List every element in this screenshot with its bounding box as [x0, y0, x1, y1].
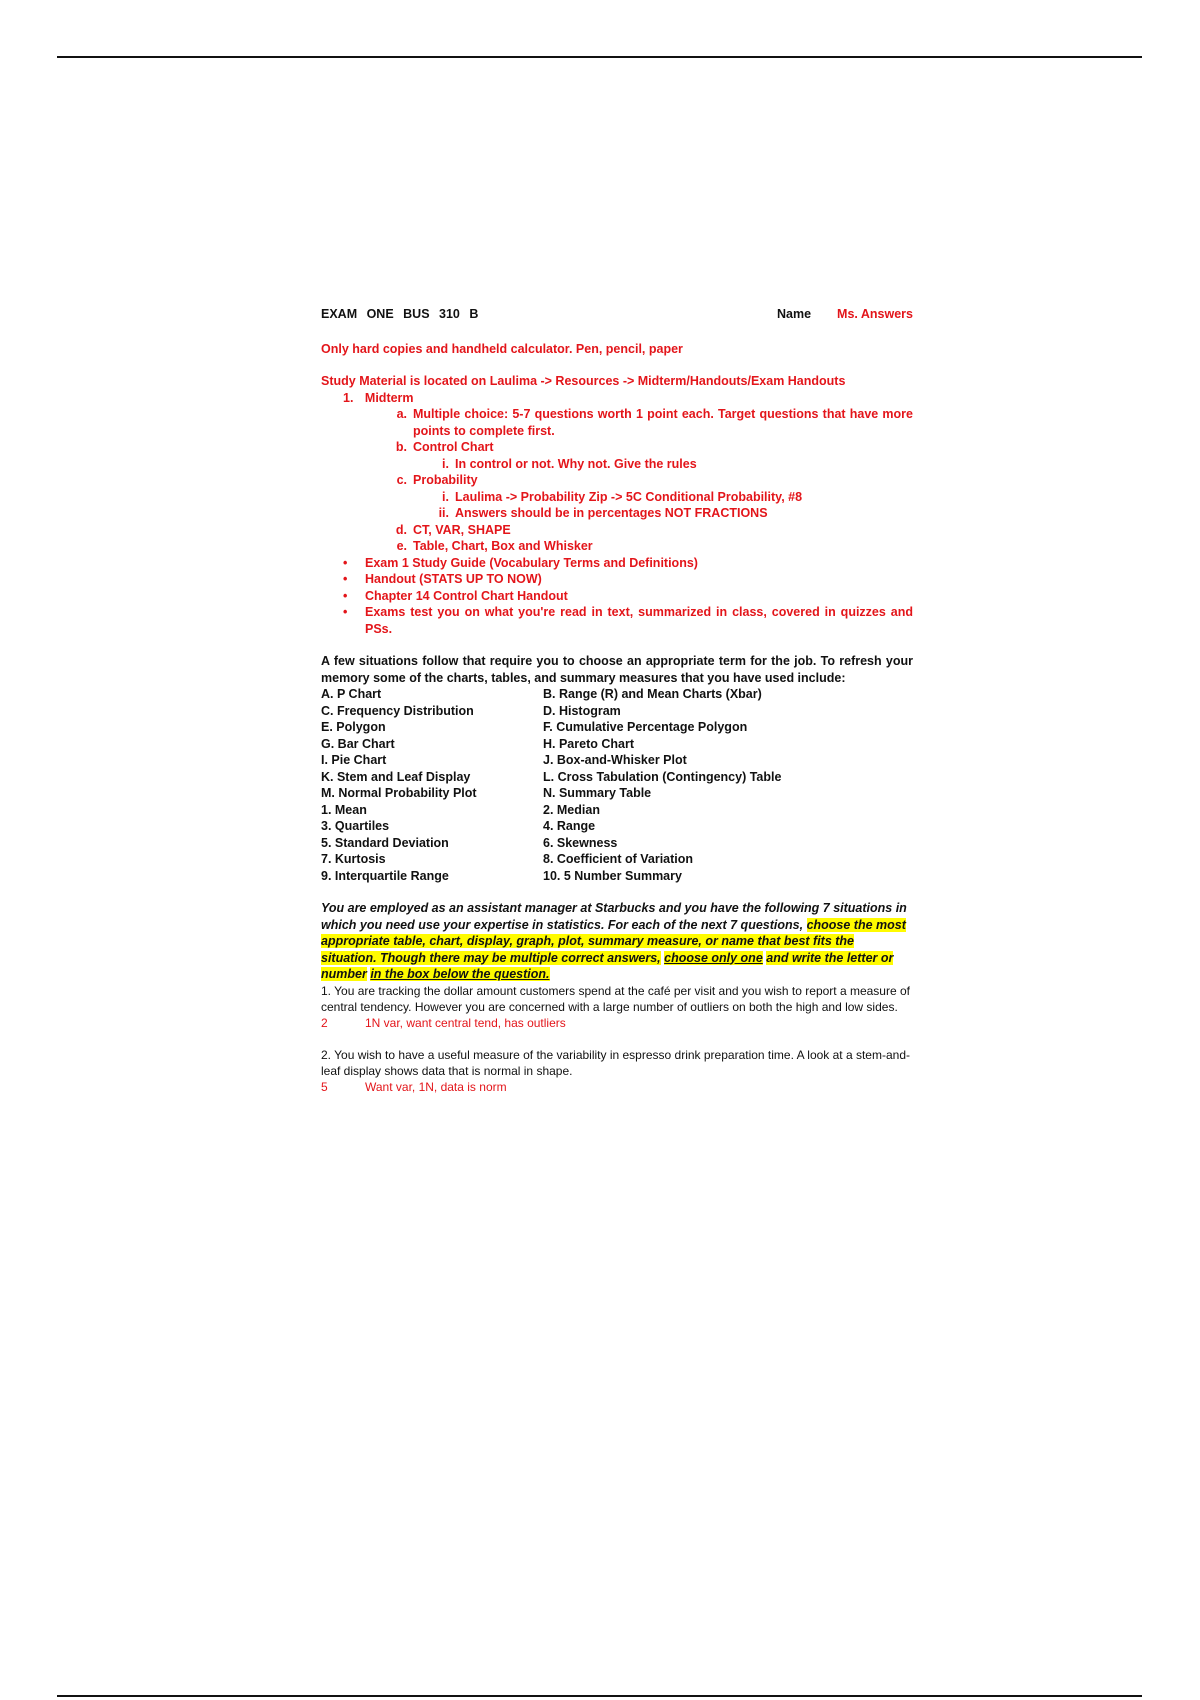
bullet-text: Exams test you on what you're read in text, summarized in class, covered in quizzes and PSs.	[365, 605, 913, 636]
exam-title: EXAM ONE BUS 310 B	[321, 307, 479, 321]
study-outline	[321, 390, 913, 638]
bullet-item	[321, 604, 913, 637]
outline-item-b-i	[321, 456, 913, 473]
outline-text: Answers should be in percentages NOT FRACTIONS	[455, 506, 768, 520]
bullet-icon: •	[343, 555, 348, 570]
term-item: K. Stem and Leaf Display	[321, 769, 471, 784]
document-page	[256, 258, 976, 1208]
outline-item-c	[321, 472, 913, 489]
term-item: A. P Chart	[321, 687, 382, 701]
spacer	[321, 884, 913, 900]
terms-intro: A few situations follow that require you to choose an appropriate term for the job. To refresh your memory some of the charts, tables, and summary measures that you have used include:	[321, 654, 913, 685]
term-item: 4. Range	[543, 819, 596, 833]
bullet-icon: •	[343, 572, 348, 586]
answer-note: 1N var, want central tend, has outliers	[365, 1015, 566, 1030]
term-item: F. Cumulative Percentage Polygon	[543, 720, 748, 734]
term-item: 10. 5 Number Summary	[543, 868, 682, 883]
outline-text: Probability	[413, 473, 478, 487]
outline-mark: i.	[442, 456, 449, 471]
term-item: E. Polygon	[321, 720, 386, 734]
question-answer	[321, 1079, 913, 1096]
outline-item-midterm	[321, 390, 913, 407]
instructions-highlight-underlined: choose only one	[664, 950, 763, 965]
term-item: C. Frequency Distribution	[321, 703, 474, 718]
bullet-icon: •	[343, 588, 348, 603]
term-item: I. Pie Chart	[321, 753, 387, 767]
bullet-text: Exam 1 Study Guide (Vocabulary Terms and Definitions)	[365, 555, 698, 570]
term-item: L. Cross Tabulation (Contingency) Table	[543, 769, 782, 784]
term-item: H. Pareto Chart	[543, 736, 634, 751]
instructions-highlight: choose the most appropriate table, chart, display, graph, plot, summary measure, or name that best fits the situation. Though there may be multiple correct answers,	[321, 917, 906, 965]
instructions-highlight-underlined: in the box below the question.	[370, 967, 550, 981]
spacer	[321, 357, 913, 373]
study-material: Study Material is located on Laulima -> Resources -> Midterm/Handouts/Exam Handouts	[321, 374, 846, 388]
answer-note: Want var, 1N, data is norm	[365, 1080, 507, 1094]
exam-rules: Only hard copies and handheld calculator. Pen, pencil, paper	[321, 341, 683, 356]
term-item: J. Box-and-Whisker Plot	[543, 753, 687, 767]
bottom-rule	[57, 1695, 1142, 1697]
question-1	[321, 983, 913, 1032]
top-rule	[57, 56, 1142, 58]
question-2	[321, 1047, 913, 1096]
outline-mark: b.	[395, 440, 407, 454]
outline-mark: e.	[396, 539, 407, 553]
name-value: Ms. Answers	[837, 307, 913, 321]
instructions	[321, 900, 913, 983]
outline-text: CT, VAR, SHAPE	[413, 522, 511, 537]
outline-text: In control or not. Why not. Give the rules	[455, 456, 697, 471]
outline-item-a	[321, 406, 913, 439]
bullet-item	[321, 588, 913, 605]
outline-text: Multiple choice: 5-7 questions worth 1 point each. Target questions that have more points to complete first.	[413, 407, 913, 438]
term-item: 3. Quartiles	[321, 819, 390, 833]
bullet-item	[321, 555, 913, 572]
question-answer	[321, 1015, 913, 1032]
bullet-text: Chapter 14 Control Chart Handout	[365, 588, 568, 603]
outline-item-c-i	[321, 489, 913, 506]
term-item: N. Summary Table	[543, 786, 652, 800]
term-item: 8. Coefficient of Variation	[543, 852, 694, 866]
answer-value: 2	[321, 1015, 328, 1030]
term-item: G. Bar Chart	[321, 736, 395, 751]
spacer	[321, 637, 913, 653]
instructions-highlight: and write the letter or number	[321, 950, 894, 981]
outline-item-d	[321, 522, 913, 539]
outline-text: Laulima -> Probability Zip -> 5C Conditional Probability, #8	[455, 489, 803, 504]
term-item: 5. Standard Deviation	[321, 835, 449, 850]
document-content	[321, 306, 913, 1096]
question-text: 2. You wish to have a useful measure of the variability in espresso drink preparation time. A look at a stem-and-leaf display shows data that is normal in shape.	[321, 1048, 910, 1078]
term-item: 1. Mean	[321, 802, 367, 817]
answer-value: 5	[321, 1080, 328, 1094]
exam-header	[321, 306, 913, 323]
outline-text: Control Chart	[413, 440, 494, 454]
question-text: 1. You are tracking the dollar amount customers spend at the café per visit and you wish to report a measure of central tendency. However you are concerned with a large number of outliers on both the high and low sides.	[321, 983, 910, 1014]
outline-mark: i.	[442, 489, 449, 504]
term-item: 2. Median	[543, 802, 600, 817]
outline-mark: ii.	[438, 506, 449, 520]
outline-text: Table, Chart, Box and Whisker	[413, 539, 593, 553]
term-item: M. Normal Probability Plot	[321, 786, 477, 800]
term-item: B. Range (R) and Mean Charts (Xbar)	[543, 687, 762, 701]
outline-label: Midterm	[364, 390, 414, 405]
spacer	[321, 1031, 913, 1047]
name-label: Name	[777, 307, 812, 321]
outline-mark: c.	[396, 473, 407, 487]
term-item: 6. Skewness	[543, 835, 618, 850]
instructions-text: You are employed as an assistant manager at Starbucks and you have the following 7 situations in which you need use your expertise in statistics. For each of the next 7 questions,	[321, 901, 907, 932]
term-item: D. Histogram	[543, 703, 621, 718]
outline-mark: a.	[396, 407, 407, 421]
outline-mark: d.	[395, 522, 407, 537]
outline-item-c-ii	[321, 505, 913, 522]
term-item: 7. Kurtosis	[321, 852, 386, 866]
bullet-text: Handout (STATS UP TO NOW)	[365, 572, 542, 586]
outline-number: 1.	[343, 390, 354, 405]
bullet-icon: •	[343, 605, 348, 619]
term-item: 9. Interquartile Range	[321, 868, 449, 883]
outline-item-b	[321, 439, 913, 456]
terms-list	[321, 686, 913, 884]
bullet-item	[321, 571, 913, 588]
outline-item-e	[321, 538, 913, 555]
